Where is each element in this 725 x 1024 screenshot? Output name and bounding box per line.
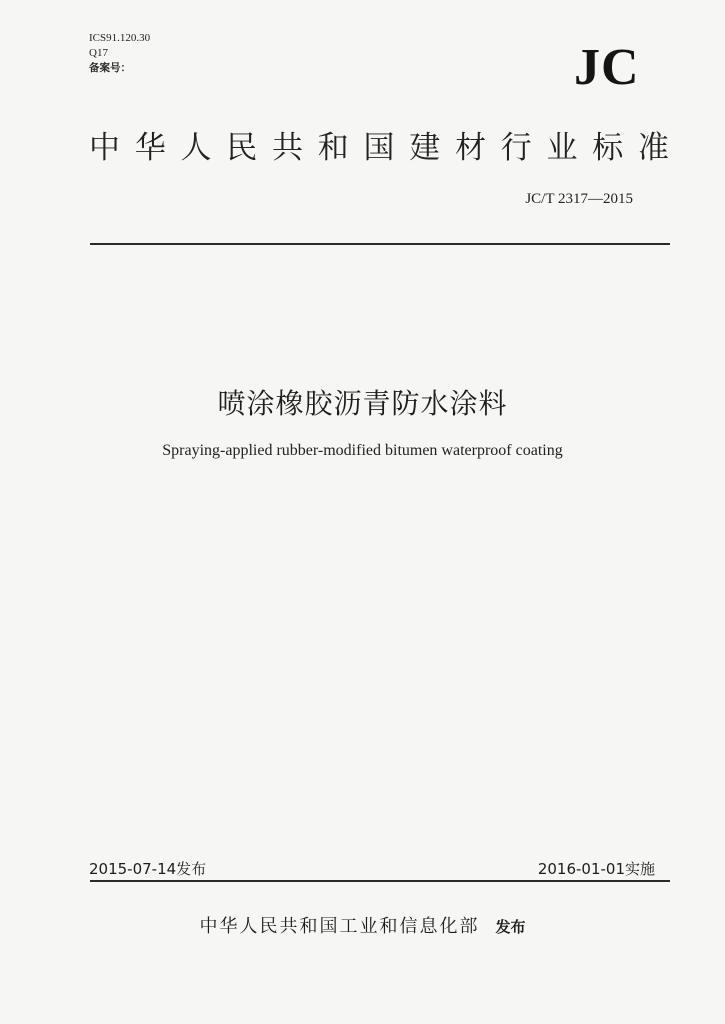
standard-title-char: 共 xyxy=(272,130,303,166)
publisher-line xyxy=(0,912,725,938)
standard-title-char: 和 xyxy=(317,130,349,166)
document-title-en: Spraying-applied rubber-modified bitumen waterproof coating xyxy=(162,442,563,459)
standard-title-char: 行 xyxy=(500,130,532,166)
jc-logo: JC xyxy=(574,39,640,96)
standard-title-char: 材 xyxy=(455,130,486,166)
document-title-cn: 喷涂橡胶沥青防水涂料 xyxy=(217,387,508,420)
standard-title-char: 中 xyxy=(89,130,120,166)
issue-date: 2015-07-14发布 xyxy=(89,860,207,878)
standard-title-char: 准 xyxy=(638,130,669,166)
standard-type-title xyxy=(89,128,669,168)
standard-title-char: 建 xyxy=(409,130,441,166)
standard-title-char: 业 xyxy=(546,130,578,166)
standard-title-char: 标 xyxy=(592,130,624,166)
implementation-date: 2016-01-01实施 xyxy=(537,860,655,878)
standard-title-char: 华 xyxy=(134,130,166,166)
standard-code: JC/T 2317—2015 xyxy=(525,191,633,207)
header-divider xyxy=(90,243,670,245)
standard-title-char: 国 xyxy=(363,130,395,166)
ics-code: ICS91.120.30 xyxy=(89,32,151,44)
meta-block xyxy=(89,31,150,76)
classification-code: Q17 xyxy=(89,47,108,59)
publisher-verb: 发布 xyxy=(495,918,526,936)
publisher-org: 中华人民共和国工业和信息化部 xyxy=(199,916,480,937)
footer-divider xyxy=(90,880,670,882)
record-number-label: 备案号： xyxy=(89,62,131,74)
standard-title-char: 民 xyxy=(226,130,258,166)
standard-title-char: 人 xyxy=(180,130,212,166)
